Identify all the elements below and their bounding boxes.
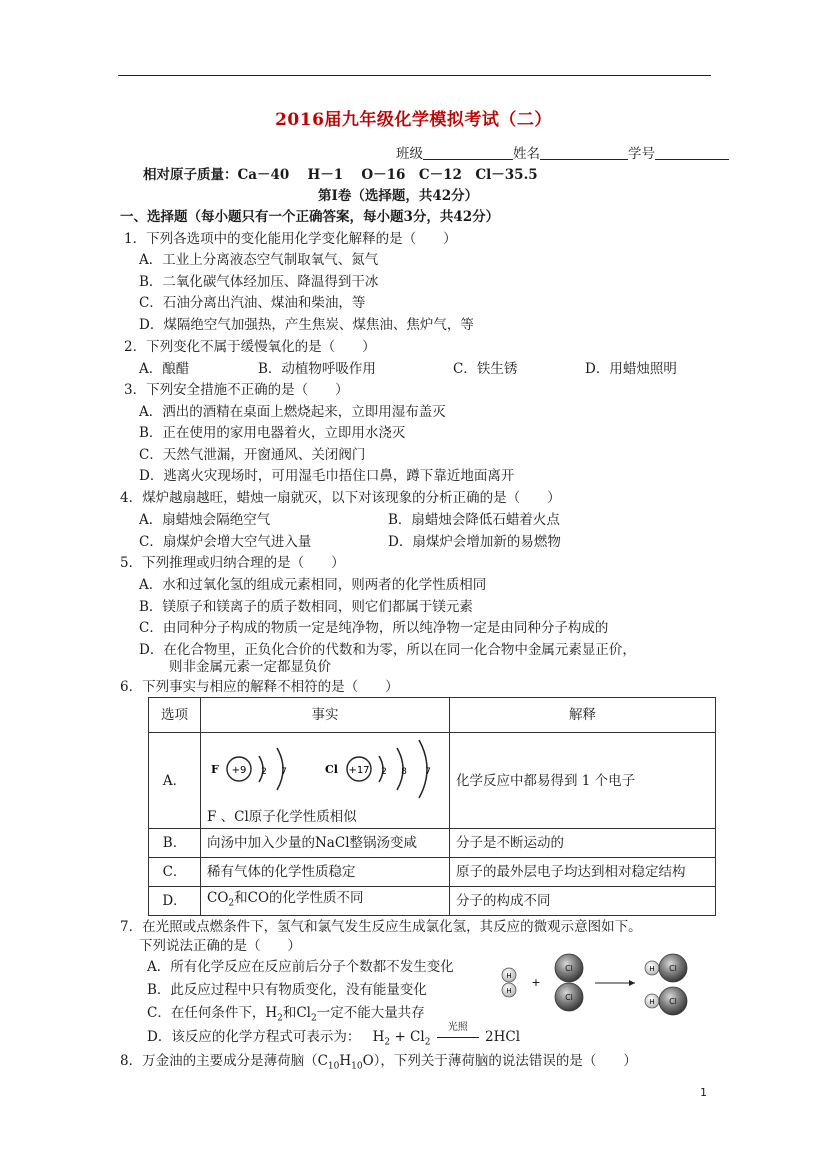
row-d-option: D． <box>149 887 201 916</box>
q1-option-a: A．工业上分离液态空气制取氧气、氮气 <box>139 252 379 268</box>
row-d-fact-co2: CO <box>207 890 229 907</box>
reaction-micro-diagram <box>495 948 700 1026</box>
q3-option-b: B．正在使用的家用电器着火，立即用水浇灭 <box>139 425 406 441</box>
section-heading: 一、选择题（每小题只有一个正确答案，每小题3分，共42分） <box>120 209 500 225</box>
hcl-1-h-label: H <box>649 965 655 973</box>
name-blank[interactable] <box>540 146 628 160</box>
q4-option-d: D．扇煤炉会增加新的易燃物 <box>388 534 561 550</box>
f-shell-2-count: 7 <box>281 767 287 777</box>
cl-nucleus: +17 <box>348 765 370 776</box>
plus-sign: + <box>531 976 541 989</box>
q3-stem: 3．下列安全措施不正确的是（ ） <box>124 382 349 398</box>
eq-condition: 光照 <box>447 1022 468 1033</box>
q2-stem: 2．下列变化不属于缓慢氧化的是（ ） <box>124 339 376 355</box>
header-fact: 事实 <box>201 698 450 733</box>
cl-symbol: Cl <box>325 763 338 776</box>
q3-option-c: C．天然气泄漏，开窗通风、关闭阀门 <box>139 447 366 463</box>
table-row <box>149 829 716 858</box>
eq-product: 2HCl <box>485 1029 521 1045</box>
student-info-line <box>396 144 729 164</box>
q1-option-b: B．二氧化碳气体经加压、降温得到干冰 <box>139 274 379 290</box>
q7-c-sub-cl: 2 <box>311 1013 317 1024</box>
exam-title: 2016届九年级化学模拟考试（二） <box>275 110 552 130</box>
hcl-1-cl-label: Cl <box>669 964 677 973</box>
q6-table <box>148 697 716 916</box>
q4-option-c: C．扇煤炉会增大空气进入量 <box>139 534 312 550</box>
id-label: 学号 <box>628 146 655 162</box>
class-label: 班级 <box>396 146 423 162</box>
q7-stem-cont: 下列说法正确的是（ ） <box>139 938 301 954</box>
q8-rest: O），下列关于薄荷脑的说法错误的是（ ） <box>362 1053 637 1069</box>
row-a-fact: F 、Cl原子化学性质相似 <box>207 809 357 825</box>
eq-line <box>437 1037 479 1038</box>
q1-option-d: D．煤隔绝空气加强热，产生焦炭、煤焦油、焦炉气，等 <box>139 317 474 333</box>
page-number: 1 <box>700 1086 707 1099</box>
q5-option-c: C．由同种分子构成的物质一定是纯净物，所以纯净物一定是由同种分子构成的 <box>139 620 609 636</box>
q3-option-d: D．逃离火灾现场时，可用湿毛巾捂住口鼻，蹲下靠近地面离开 <box>139 468 515 484</box>
q7-d-pre: D．该反应的化学方程式可表示为： <box>147 1029 361 1045</box>
f-symbol: F <box>211 763 219 776</box>
header-option: 选项 <box>149 698 201 733</box>
h-label-1: H <box>506 972 512 980</box>
q4-option-a: A．扇蜡烛会隔绝空气 <box>139 512 271 528</box>
q2-option-b: B．动植物呼吸作用 <box>258 361 376 377</box>
row-b-option: B． <box>149 829 201 858</box>
q7-option-b: B．此反应过程中只有物质变化，没有能量变化 <box>147 982 427 998</box>
q5-option-b: B．镁原子和镁离子的质子数相同，则它们都属于镁元素 <box>139 599 473 615</box>
f-shell-1-count: 2 <box>261 767 267 777</box>
row-d-fact-rest: 和CO的化学性质不同 <box>234 890 364 907</box>
q5-option-d: D．在化合物里，正负化合价的代数和为零，所以在同一化合物中金属元素显正价， <box>139 642 636 658</box>
cl-shell-3-count: 7 <box>425 767 431 777</box>
id-blank[interactable] <box>655 146 729 160</box>
row-c-explanation: 原子的最外层电子均达到相对稳定结构 <box>450 858 716 887</box>
hcl-2-cl-label: Cl <box>669 997 677 1006</box>
q2-option-a: A．酿醋 <box>139 361 190 377</box>
q7-option-c <box>147 1003 425 1029</box>
q1-stem: 1．下列各选项中的变化能用化学变化解释的是（ ） <box>124 231 457 247</box>
row-d-fact-sub: 2 <box>228 898 235 909</box>
q8-stem <box>120 1051 637 1077</box>
row-c-option: C． <box>149 858 201 887</box>
reaction-arrow-head <box>629 980 635 986</box>
eq-arrow <box>435 1022 481 1043</box>
q8-sub-h: 10 <box>351 1061 363 1072</box>
cl-shell-1-count: 2 <box>381 767 387 777</box>
row-d-explanation: 分子的构成不同 <box>450 887 716 916</box>
table-header-row <box>149 698 716 733</box>
table-row <box>149 887 716 916</box>
q7-stem: 7．在光照或点燃条件下，氢气和氯气发生反应生成氯化氢，其反应的微观示意图如下。 <box>120 919 642 935</box>
q5-option-a: A．水和过氧化氢的组成元素相同，则两者的化学性质相同 <box>139 577 487 593</box>
q2-option-c: C．铁生锈 <box>453 361 518 377</box>
class-blank[interactable] <box>423 146 513 160</box>
q8-h: H <box>339 1053 352 1069</box>
h-label-2: H <box>506 987 512 995</box>
table-row <box>149 733 716 829</box>
row-d-fact <box>201 887 450 916</box>
part-heading: 第Ⅰ卷（选择题，共42分） <box>318 188 479 204</box>
header-explanation: 解释 <box>450 698 716 733</box>
q3-option-a: A．洒出的酒精在桌面上燃烧起来，立即用湿布盖灭 <box>139 404 446 420</box>
q1-option-c: C．石油分离出汽油、煤油和柴油，等 <box>139 295 366 311</box>
q7-option-a: A．所有化学反应在反应前后分子个数都不发生变化 <box>147 959 454 975</box>
row-a-option: A． <box>149 733 201 829</box>
cl-shell-2-count: 8 <box>401 767 407 777</box>
row-b-fact: 向汤中加入少量的NaCl整锅汤变咸 <box>201 829 450 858</box>
table-row <box>149 858 716 887</box>
q5-stem: 5．下列推理或归纳合理的是（ ） <box>120 555 345 571</box>
name-label: 姓名 <box>513 146 540 162</box>
q7-c-mid: 和Cl <box>282 1005 311 1021</box>
eq-h: H <box>372 1029 385 1045</box>
q7-c-sub-h: 2 <box>277 1013 283 1024</box>
header-rule <box>118 75 711 76</box>
row-c-fact: 稀有气体的化学性质稳定 <box>201 858 450 887</box>
q7-c-pre: C．在任何条件下，H <box>147 1005 278 1021</box>
q8-sub-c: 10 <box>327 1061 340 1072</box>
q4-stem: 4．煤炉越扇越旺，蜡烛一扇就灭，以下对该现象的分析正确的是（ ） <box>120 490 561 506</box>
eq-h-sub: 2 <box>384 1037 391 1048</box>
eq-plus-cl: + Cl <box>394 1029 425 1045</box>
atom-structure-diagram <box>207 736 443 808</box>
hcl-2-h-label: H <box>649 998 655 1006</box>
q4-option-b: B．扇蜡烛会降低石蜡着火点 <box>388 512 560 528</box>
row-a-fact-cell <box>201 733 450 829</box>
q6-stem: 6．下列事实与相应的解释不相符的是（ ） <box>120 679 399 695</box>
row-a-explanation: 化学反应中都易得到 1 个电子 <box>450 733 716 829</box>
q7-c-post: 一定不能大量共存 <box>316 1005 425 1021</box>
eq-cl-sub: 2 <box>424 1037 431 1048</box>
atomic-mass-line: 相对原子质量：Ca－40 H－1 O－16 C－12 Cl－35.5 <box>143 167 538 183</box>
q2-option-d: D．用蜡烛照明 <box>585 361 677 377</box>
q8-pre: 8．万金油的主要成分是薄荷脑（C <box>120 1053 328 1069</box>
cl-label-2: Cl <box>565 993 573 1002</box>
q5-option-d-cont: 则非金属元素一定都显负价 <box>169 659 331 675</box>
q7-option-d <box>147 1022 521 1053</box>
row-b-explanation: 分子是不断运动的 <box>450 829 716 858</box>
f-nucleus: +9 <box>231 765 247 776</box>
cl-label-1: Cl <box>565 964 573 973</box>
